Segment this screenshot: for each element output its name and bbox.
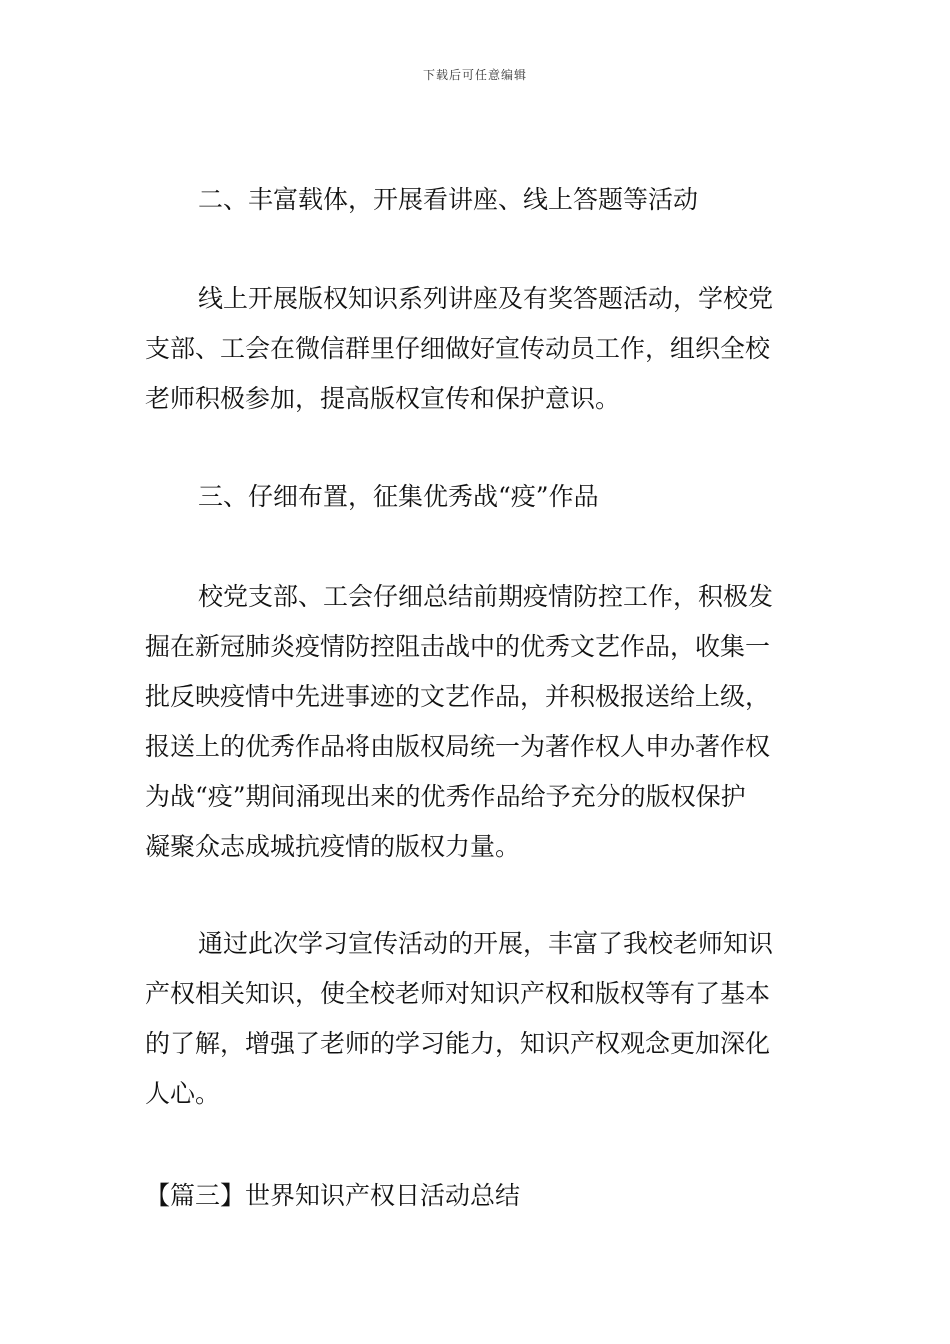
paragraph-line: 线上开展版权知识系列讲座及有奖答题活动，学校党: [198, 284, 774, 313]
paragraph-line: 为战“疫”期间涌现出来的优秀作品给予充分的版权保护: [145, 782, 746, 811]
paragraph-line: 支部、工会在微信群里仔细做好宣传动员工作，组织全校: [145, 334, 771, 363]
paragraph-works-collection: [145, 572, 807, 872]
paragraph-line: 产权相关知识，使全校老师对知识产权和版权等有了基本: [145, 979, 771, 1008]
paragraph-line: 人心。: [145, 1079, 221, 1108]
paragraph-line: 老师积极参加，提高版权宣传和保护意识。: [145, 384, 621, 413]
paragraph-line: 校党支部、工会仔细总结前期疫情防控工作，积极发: [198, 582, 774, 611]
heading-section-two: 二、丰富载体，开展看讲座、线上答题等活动: [198, 185, 699, 214]
paragraph-line: 通过此次学习宣传活动的开展，丰富了我校老师知识: [198, 929, 774, 958]
page-header-note: 下载后可任意编辑: [422, 68, 527, 82]
paragraph-lectures: [145, 274, 807, 424]
paragraph-line: 报送上的优秀作品将由版权局统一为著作权人申办著作权: [145, 732, 771, 761]
paragraph-line: 的了解，增强了老师的学习能力，知识产权观念更加深化: [145, 1029, 771, 1058]
paragraph-line: 凝聚众志成城抗疫情的版权力量。: [145, 832, 521, 861]
paragraph-line: 批反映疫情中先进事迹的文艺作品，并积极报送给上级，: [145, 682, 771, 711]
part-three-title: 【篇三】世界知识产权日活动总结: [145, 1181, 521, 1210]
paragraph-line: 掘在新冠肺炎疫情防控阻击战中的优秀文艺作品，收集一: [145, 632, 771, 661]
heading-section-three: 三、仔细布置，征集优秀战“疫”作品: [198, 482, 599, 511]
paragraph-conclusion: [145, 919, 807, 1119]
